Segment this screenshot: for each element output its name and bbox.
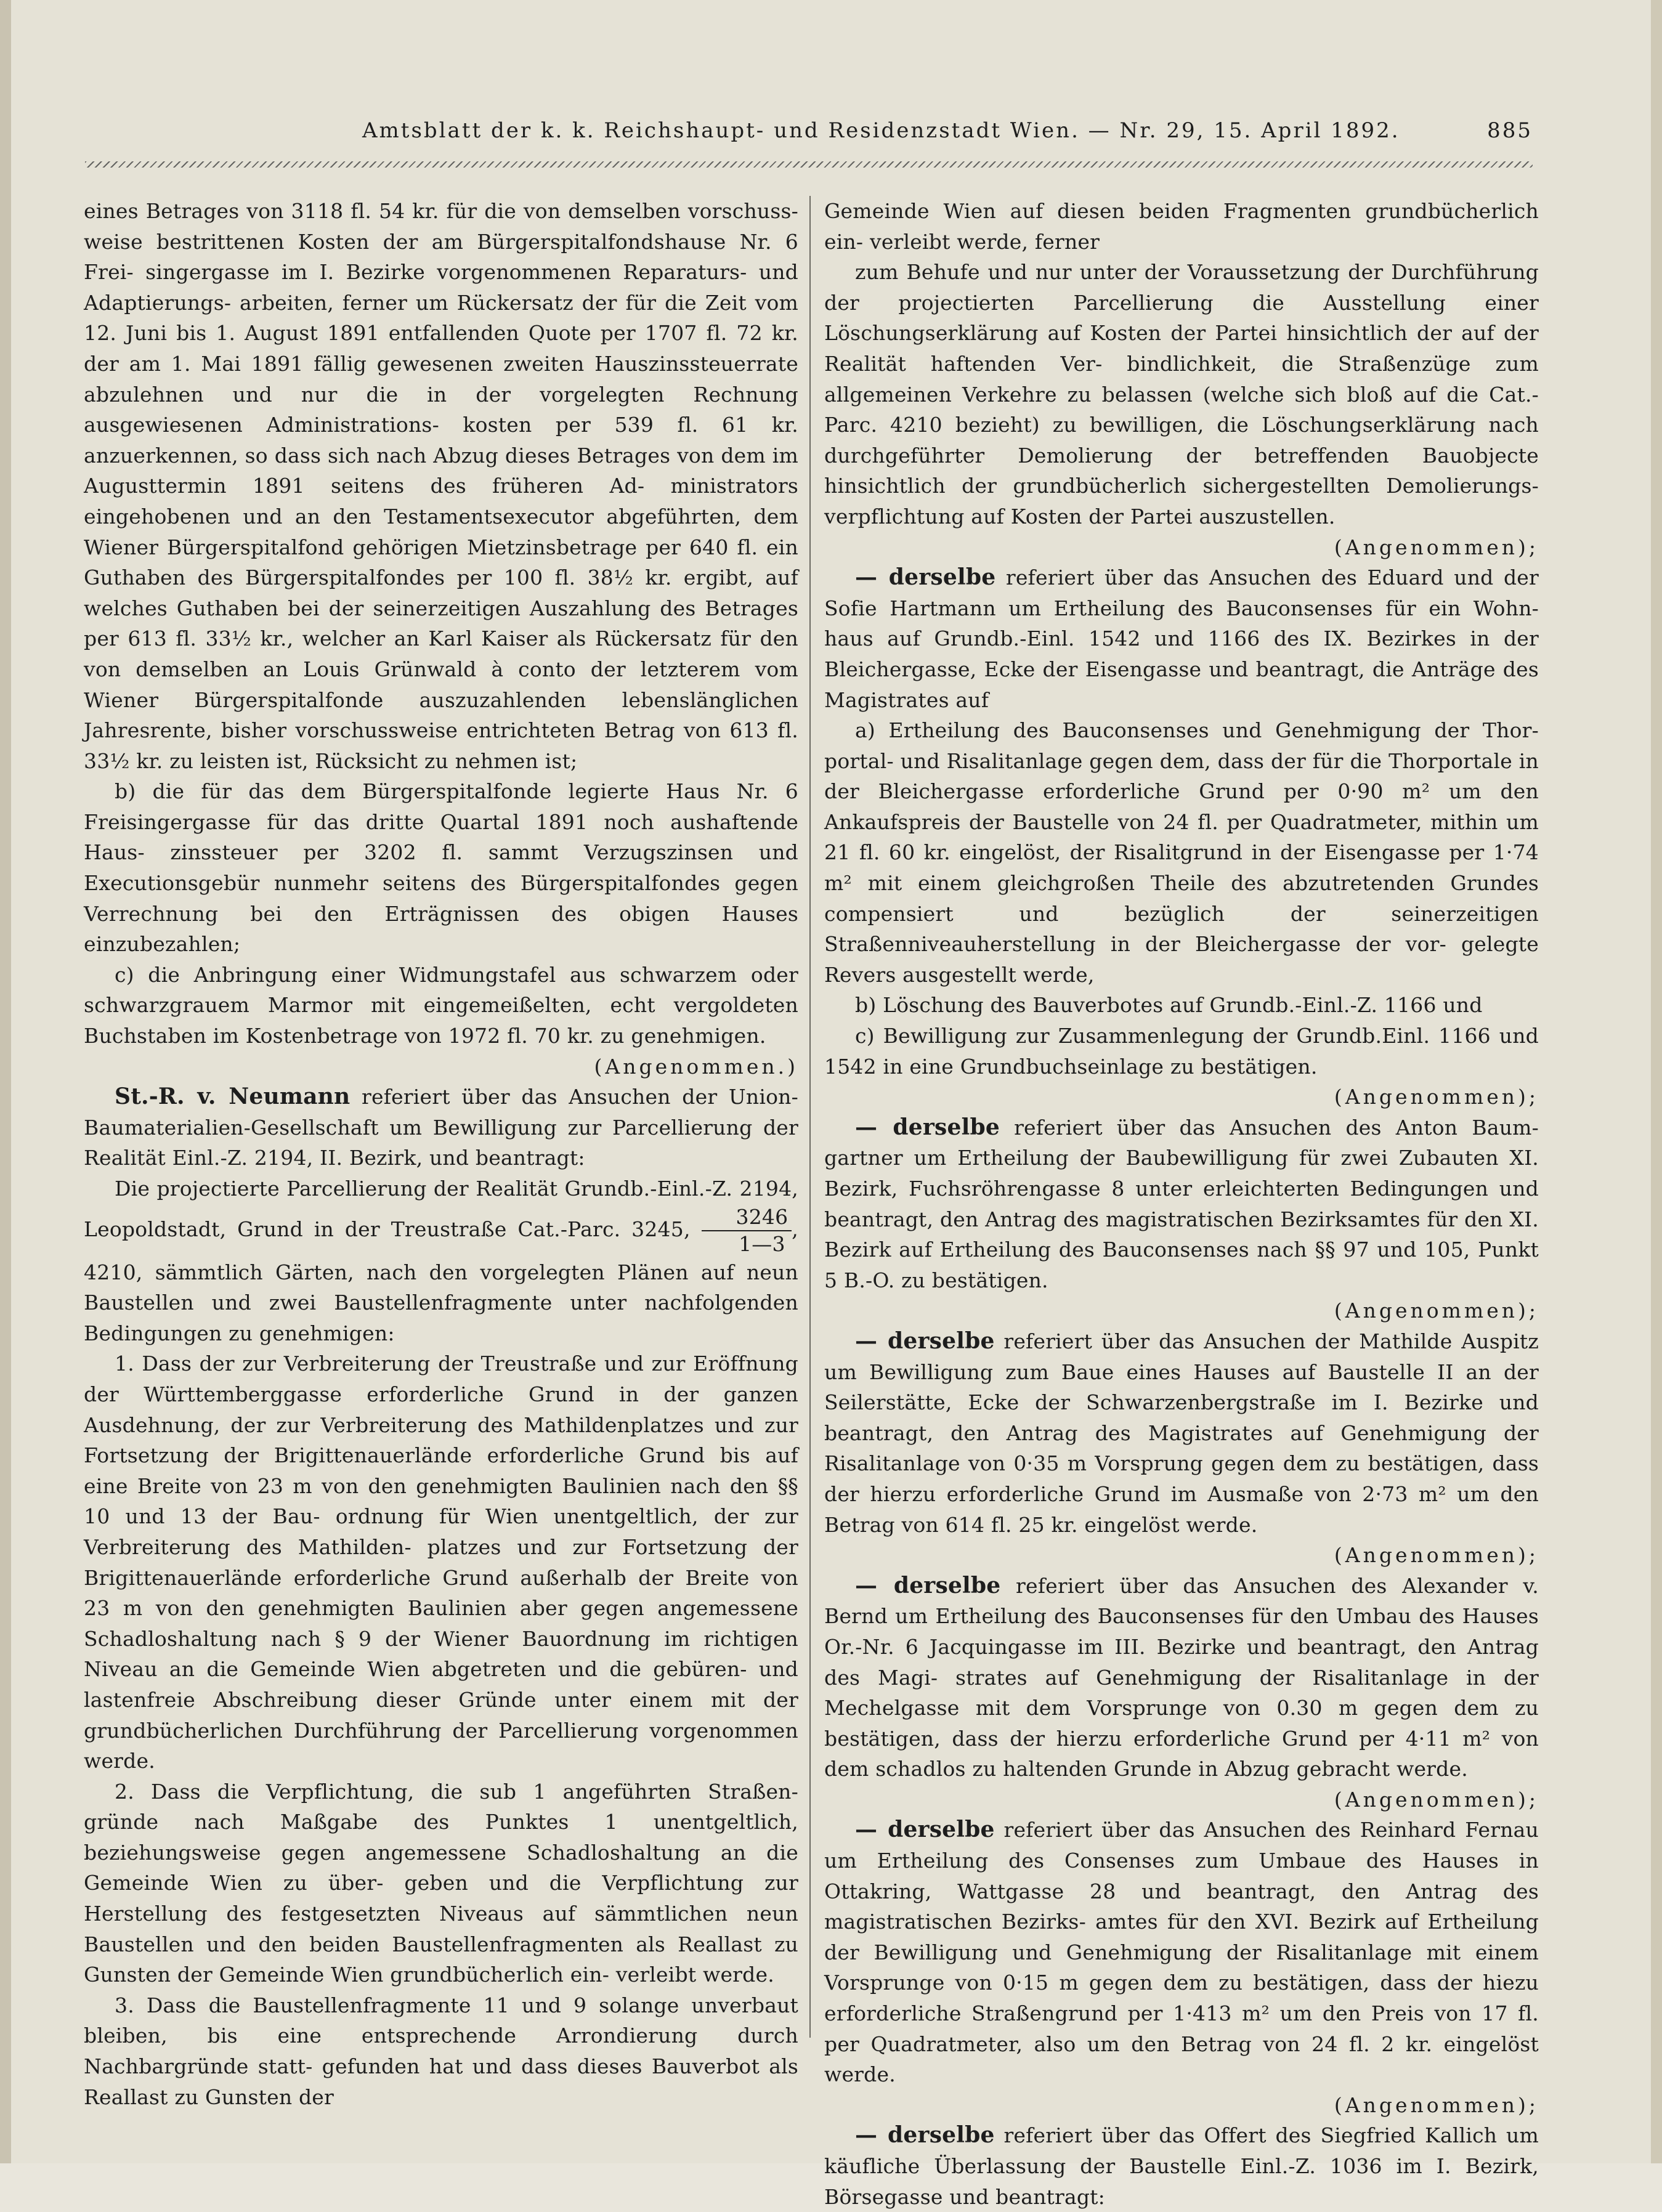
left-column: [84, 196, 798, 2109]
resolution-note: (Angenommen);: [1334, 2092, 1539, 2117]
resolution-note: (Angenommen);: [1334, 1085, 1539, 1109]
paragraph: 1. Dass der zur Verbreiterung der Treustraße und zur Eröffnung der Württemberggasse erforderliche Grund in der ganzen Ausdehnung, der zur Verbreiterung des Mathildenplatzes und zur Fortsetzung der Brigittenauerlände erforderliche Grund bis auf eine Breite von 23 m von den genehmigten Baulinien nach den §§ 10 und 13 der Bau- ordnung für Wien unentgeltlich, der zur Verbreiterung des Mathilden- platzes und zur Fortsetzung der Brigittenauerlände erforderliche Grund außerhalb der Breite von 23 m von den genehmigten Baulinien aber gegen angemessene Schadloshaltung nach § 9 der Wiener Bauordnung im richtigen Niveau an die Gemeinde Wien abgetreten und die gebüren- und lastenfreie Abschreibung dieser Gründe unter einem mit der grundbücherlichen Durchführung der Parcellierung vorgenommen werde.: [84, 1351, 798, 1773]
paragraph: [824, 1112, 1539, 1296]
paragraph: [824, 1815, 1539, 2089]
speaker-name: — derselbe: [855, 1114, 1000, 1140]
speaker-name: — derselbe: [855, 1327, 995, 1354]
resolution-note: (Angenommen);: [1334, 535, 1539, 559]
paragraph: Gemeinde Wien auf diesen beiden Fragmenten grundbücherlich ein- verleibt werde, ferner: [824, 199, 1539, 254]
paragraph: [824, 1571, 1539, 1785]
paragraph: zum Behufe und nur unter der Voraussetzung der Durchführung der projectierten Parcellierung die Ausstellung einer Löschungserklärung auf Kosten der Partei hinsichtlich der auf der Realität haftenden Ver- bindlichkeit, die Straßenzüge zum allgemeinen Verkehre zu belassen (welche sich bloß auf die Cat.-Parc. 4210 bezieht) zu bewilligen, die Löschungserklärung nach durchgeführter Demolierung der betreffenden Bauobjecte hinsichtlich der grundbücherlich sichergestellten Demolierungs- verpflichtung auf Kosten der Partei auszustellen.: [824, 260, 1539, 529]
paragraph-text: referiert über das Ansuchen des Alexander v. Bernd um Ertheilung des Bauconsenses für den Umbau des Hauses Or.-Nr. 6 Jacquingasse im III. Bezirke und beantragt, den Antrag des Magi- strates auf Genehmigung der Risalitanlage in der Mechelgasse mit dem Vorsprunge von 0.30 m gegen dem zu bestätigen, dass der hierzu erforderliche Grund per 4·11 m² von dem schadlos zu haltenden Grunde in Abzug gebracht werde.: [824, 1573, 1539, 1781]
paragraph-text: referiert über das Ansuchen des Anton Baum- gartner um Ertheilung der Baubewilligung für zwei Zubauten XI. Bezirk, Fuchsröhrengasse 8 unter erleichterten Bedingungen und beantragt, den Antrag des magistratischen Bezirksamtes für den XI. Bezirk auf Ertheilung des Bauconsenses nach §§ 97 und 105, Punkt 5 B.-O. zu bestätigen.: [824, 1115, 1539, 1292]
paragraph-text: referiert über das Ansuchen der Mathilde Auspitz um Bewilligung zum Baue eines Hauses auf Baustelle II an der Seilerstätte, Ecke der Schwarzenbergstraße im I. Bezirke und beantragt, den Antrag des Magistrates auf Genehmigung der Risalitanlage von 0·35 m Vorsprung gegen dem zu bestätigen, dass der hierzu erforderliche Grund im Ausmaße von 2·73 m² um den Betrag von 614 fl. 25 kr. eingelöst werde.: [824, 1329, 1539, 1537]
page-header: [85, 118, 1533, 161]
paragraph: 3. Dass die Baustellenfragmente 11 und 9 solange unverbaut bleiben, bis eine entsprechende Arrondierung durch Nachbargründe statt- gefunden hat und dass dieses Bauverbot als Reallast zu Gunsten der: [84, 1993, 798, 2109]
paragraph: c) die Anbringung einer Widmungstafel aus schwarzem oder schwarzgrauem Marmor mit eingemeißelten, echt vergoldeten Buchstaben im Kostenbetrage von 1972 fl. 70 kr. zu genehmigen.: [84, 962, 798, 1048]
speaker-name: St.-R. v. Neumann: [115, 1084, 351, 1110]
speaker-name: — derselbe: [855, 1817, 995, 1843]
running-title: Amtsblatt der k. k. Reichshaupt- und Residenzstadt Wien. — Nr. 29, 15. April 1892.: [362, 118, 1400, 143]
fraction-numerator: 3246: [702, 1204, 792, 1231]
speaker-name: — derselbe: [855, 1572, 1001, 1598]
resolution-note: (Angenommen.): [594, 1054, 798, 1079]
paragraph: [824, 562, 1539, 715]
paragraph: b) die für das dem Bürgerspitalfonde legierte Haus Nr. 6 Freisingergasse für das dritte Quartal 1891 noch aushaftende Haus- zinssteuer per 3202 fl. sammt Verzugszinsen und Executionsgebür nunmehr seitens des Bürgerspitalfondes gegen Verrechnung bei den Erträgnissen des obigen Hauses einzubezahlen;: [84, 779, 798, 957]
right-column: [824, 196, 1539, 2209]
paragraph: [84, 1173, 798, 1348]
paragraph: a) Ertheilung des Bauconsenses und Genehmigung der Thor- portal- und Risalitanlage gegen dem, dass der für die Thorportale in der Bleichergasse erforderliche Grund per 0·90 m² um den Ankaufspreis der Baustelle von 24 fl. per Quadratmeter, mithin um 21 fl. 60 kr. eingelöst, der Risalitgrund in der Eisengasse per 1·74 m² mit einem gleichgroßen Theile des abzutretenden Grundes compensiert und bezüglich der seinerzeitigen Straßenniveauherstellung in der Bleichergasse der vor- gelegte Revers ausgestellt werde,: [824, 718, 1539, 987]
column-divider: [809, 196, 811, 2038]
header-rule: [85, 161, 1533, 168]
resolution-note: (Angenommen);: [1334, 1787, 1539, 1812]
paragraph-text: referiert über das Ansuchen des Eduard und der Sofie Hartmann um Ertheilung des Bauconsenses für ein Wohn- haus auf Grundb.-Einl. 1542 und 1166 des IX. Bezirkes in der Bleichergasse, Ecke der Eisengasse und beantragt, die Anträge des Magistrates auf: [824, 565, 1539, 712]
paragraph-text: referiert über das Offert des Siegfried Kallich um käufliche Überlassung der Baustelle Einl.-Z. 1036 im I. Bezirk, Börsegasse und beantragt:: [824, 2123, 1539, 2209]
fraction: [702, 1204, 792, 1257]
paragraph: [84, 1082, 798, 1173]
paragraph-text: Die projectierte Parcellierung der Realität Grundb.-Einl.-Z. 2194, Leopoldstadt, Grund in der Treustraße Cat.-Parc. 3245,: [84, 1177, 798, 1241]
paragraph: 2. Dass die Verpflichtung, die sub 1 angeführten Straßen- gründe nach Maßgabe des Punktes 1 unentgeltlich, beziehungsweise gegen angemessene Schadloshaltung an die Gemeinde Wien zu über- geben und die Verpflichtung zur Herstellung des festgesetzten Niveaus auf sämmtlichen neun Baustellen und den beiden Baustellenfragmenten als Reallast zu Gunsten der Gemeinde Wien grundbücherlich ein- verleibt werde.: [84, 1779, 798, 1987]
page-number: 885: [1487, 118, 1533, 143]
paragraph: [824, 1326, 1539, 1540]
resolution-note: (Angenommen);: [1334, 1298, 1539, 1323]
paragraph-text: , 4210, sämmtlich Gärten, nach den vorgelegten Plänen auf neun Baustellen und zwei Baustellenfragmente unter nachfolgenden Bedingungen zu genehmigen:: [84, 1217, 798, 1345]
paragraph: [824, 2120, 1539, 2212]
speaker-name: — derselbe: [855, 2122, 995, 2149]
fraction-denominator: 1—3: [739, 1231, 785, 1256]
paragraph: eines Betrages von 3118 fl. 54 kr. für die von demselben vorschuss- weise bestrittenen Kosten der am Bürgerspitalfondshause Nr. 6 Frei- singergasse im I. Bezirke vorgenommenen Reparaturs- und Adaptierungs- arbeiten, ferner um Rückersatz der für die Zeit vom 12. Juni bis 1. August 1891 entfallenden Quote per 1707 fl. 72 kr. der am 1. Mai 1891 fällig gewesenen zweiten Hauszinssteuerrate abzulehnen und nur die in der vorgelegten Rechnung ausgewiesenen Administrations- kosten per 539 fl. 61 kr. anzuerkennen, so dass sich nach Abzug dieses Betrages von dem im Augusttermin 1891 seitens des früheren Ad- ministrators eingehobenen und an den Testamentsexecutor abgeführten, dem Wiener Bürgerspitalfond gehörigen Mietzinsbetrage per 640 fl. ein Guthaben des Bürgerspitalfondes per 100 fl. 38½ kr. ergibt, auf welches Guthaben bei der seinerzeitigen Auszahlung des Betrages per 613 fl. 33½ kr., welcher an Karl Kaiser als Rückersatz für den von demselben an Louis Grünwald à conto der letzterem vom Wiener Bürgerspitalfonde auszuzahlenden lebenslänglichen Jahresrente, bisher vorschussweise entrichteten Betrag von 613 fl. 33½ kr. zu leisten ist, Rücksicht zu nehmen ist;: [84, 199, 798, 773]
paragraph-text: referiert über das Ansuchen der Union- Baumaterialien-Gesellschaft um Bewilligung zur Parcellierung der Realität Einl.-Z. 2194, II. Bezirk, und beantragt:: [84, 1085, 798, 1170]
speaker-name: — derselbe: [855, 564, 996, 591]
paragraph-text: referiert über das Ansuchen des Reinhard Fernau um Ertheilung des Consenses zum Umbaue des Hauses in Ottakring, Wattgasse 28 und beantragt, den Antrag des magistratischen Bezirks- amtes für den XVI. Bezirk auf Ertheilung der Bewilligung und Genehmigung der Risalitanlage mit einem Vorsprunge von 0·15 m gegen dem zu bestätigen, dass der hiezu erforderliche Straßengrund per 1·413 m² um den Preis von 17 fl. per Quadratmeter, also um den Betrag von 24 fl. 2 kr. eingelöst werde.: [824, 1818, 1539, 2087]
paragraph: b) Löschung des Bauverbotes auf Grundb.-Einl.-Z. 1166 und: [855, 993, 1483, 1018]
resolution-note: (Angenommen);: [1334, 1543, 1539, 1568]
paragraph: c) Bewilligung zur Zusammenlegung der Grundb.Einl. 1166 und 1542 in eine Grundbuchseinlage zu bestätigen.: [824, 1024, 1539, 1079]
